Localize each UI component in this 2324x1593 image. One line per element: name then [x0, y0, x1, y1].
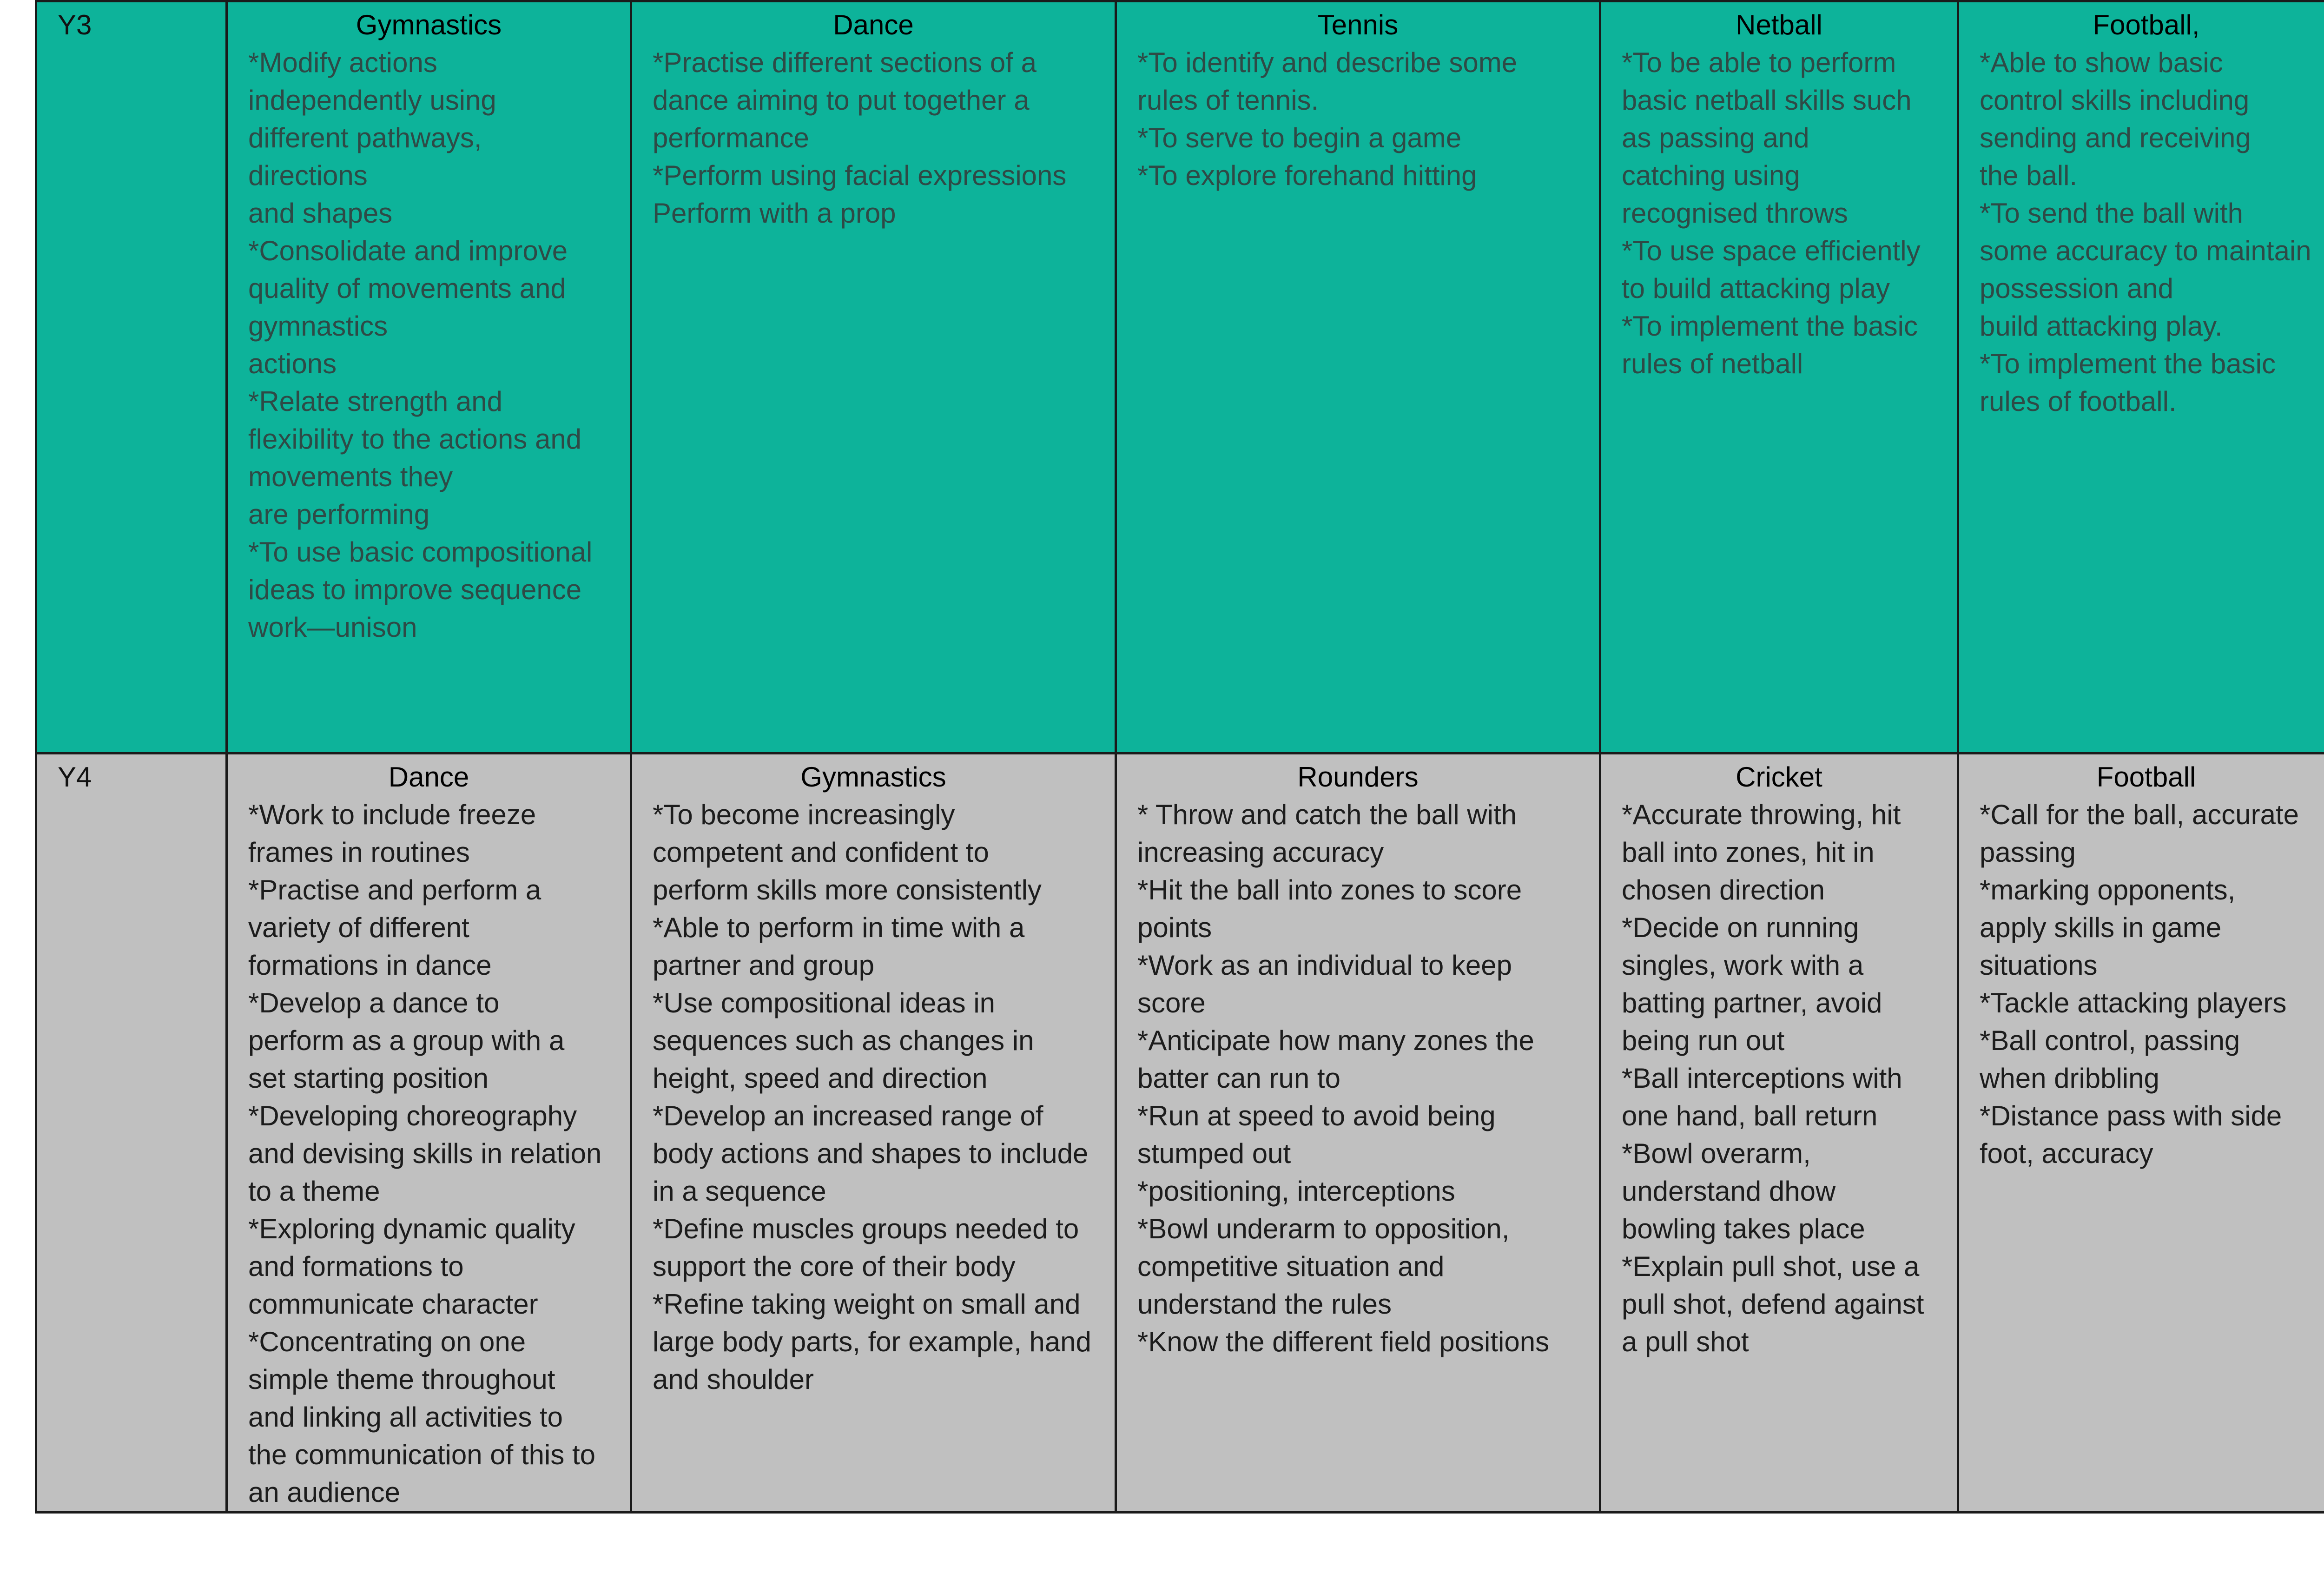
subject-heading: Football: [2096, 761, 2196, 793]
objective-item: *Call for the ball, accurate passing: [1980, 799, 2299, 868]
subject-heading: Football,: [2093, 9, 2200, 40]
subject-heading: Gymnastics: [800, 761, 946, 793]
objective-item: *Tackle attacking players: [1980, 987, 2287, 1018]
objective-item: *Relate strength and flexibility to the actions and movements they are performing: [248, 386, 582, 530]
objective-item: *Bowl overarm, understand dhow bowling takes place: [1622, 1138, 1865, 1244]
objective-item: *Ball control, passing when dribbling: [1980, 1025, 2240, 1094]
subject-heading: Cricket: [1736, 761, 1822, 793]
objective-item: *To implement the basic rules of netball: [1622, 311, 1918, 379]
objective-item: *Define muscles groups needed to support the core of their body: [653, 1213, 1079, 1282]
objective-item: *Hit the ball into zones to score points: [1137, 874, 1522, 943]
objective-item: *Decide on running singles, work with a batting partner, avoid being run out: [1622, 912, 1882, 1056]
objective-item: * Throw and catch the ball with increasing accuracy: [1137, 799, 1517, 868]
objective-item: *Distance pass with side foot, accuracy: [1980, 1100, 2282, 1169]
subject-cell: [227, 1, 631, 754]
objective-item: *Accurate throwing, hit ball into zones, hit in chosen direction: [1622, 799, 1901, 906]
subject-cell: [1116, 754, 1600, 1513]
objective-item: *Refine taking weight on small and large body parts, for example, hand and shoulder: [653, 1289, 1091, 1395]
objective-item: *Able to perform in time with a partner and group: [653, 912, 1025, 981]
objective-item: *Perform using facial expressions Perform with a prop: [653, 160, 1067, 229]
objective-item: *To use basic compositional ideas to improve sequence work—unison: [248, 536, 593, 643]
objective-item: *To identify and describe some rules of tennis.: [1137, 47, 1518, 116]
subject-heading: Netball: [1736, 9, 1822, 40]
year-label: Y4: [36, 754, 227, 1513]
subject-heading: Rounders: [1297, 761, 1419, 793]
objective-item: *To use space efficiently to build attacking play: [1622, 235, 1921, 304]
subject-cell: [1116, 1, 1600, 754]
objective-item: *Bowl underarm to opposition, competitive situation and understand the rules: [1137, 1213, 1510, 1320]
objective-item: *To be able to perform basic netball skills such as passing and catching using recognised throws: [1622, 47, 1912, 229]
subject-heading: Dance: [388, 761, 469, 793]
year-row-y4: [36, 754, 2324, 1513]
objective-item: *marking opponents, apply skills in game situations: [1980, 874, 2236, 981]
subject-cell: [227, 754, 631, 1513]
objective-item: *Run at speed to avoid being stumped out: [1137, 1100, 1496, 1169]
objective-item: *To serve to begin a game: [1137, 122, 1462, 153]
subject-heading: Tennis: [1317, 9, 1399, 40]
objective-item: *Anticipate how many zones the batter can run to: [1137, 1025, 1534, 1094]
objective-item: *Able to show basic control skills including sending and receiving the ball.: [1980, 47, 2251, 191]
objective-item: *Modify actions independently using different pathways, directions and shapes: [248, 47, 496, 229]
objective-item: *Exploring dynamic quality and formations to communicate character: [248, 1213, 575, 1320]
objective-item: *To become increasingly competent and confident to perform skills more consistently: [653, 799, 1042, 906]
subject-cell: [1958, 754, 2324, 1513]
objective-item: *To send the ball with some accuracy to maintain possession and build attacking play.: [1980, 198, 2311, 342]
pe-curriculum-table: [35, 0, 2324, 1514]
subject-cell: [631, 754, 1116, 1513]
objective-item: *Developing choreography and devising skills in relation to a theme: [248, 1100, 602, 1207]
objective-item: *To implement the basic rules of football.: [1980, 348, 2276, 417]
objective-item: *Practise different sections of a dance aiming to put together a performance: [653, 47, 1037, 153]
subject-cell: [1958, 1, 2324, 754]
objective-item: *Work to include freeze frames in routines: [248, 799, 536, 868]
objective-item: *To explore forehand hitting: [1137, 160, 1477, 191]
objective-item: *Concentrating on one simple theme throughout and linking all activities to the communication of this to an audience: [248, 1326, 596, 1508]
objective-item: *Develop an increased range of body actions and shapes to include in a sequence: [653, 1100, 1089, 1207]
subject-cell: [1600, 754, 1958, 1513]
objective-item: *Ball interceptions with one hand, ball return: [1622, 1063, 1902, 1131]
objective-item: *Know the different field positions: [1137, 1326, 1550, 1357]
objective-item: *positioning, interceptions: [1137, 1176, 1455, 1207]
objective-item: *Work as an individual to keep score: [1137, 950, 1512, 1018]
objective-item: *Use compositional ideas in sequences such as changes in height, speed and direction: [653, 987, 1034, 1094]
year-row-y3: [36, 1, 2324, 754]
subject-cell: [631, 1, 1116, 754]
year-label: Y3: [36, 1, 227, 754]
subject-cell: [1600, 1, 1958, 754]
objective-item: *Develop a dance to perform as a group with a set starting position: [248, 987, 565, 1094]
objective-item: *Explain pull shot, use a pull shot, defend against a pull shot: [1622, 1251, 1924, 1357]
objective-item: *Practise and perform a variety of different formations in dance: [248, 874, 541, 981]
objective-item: *Consolidate and improve quality of movements and gymnastics actions: [248, 235, 568, 379]
subject-heading: Dance: [833, 9, 914, 40]
subject-heading: Gymnastics: [356, 9, 502, 40]
